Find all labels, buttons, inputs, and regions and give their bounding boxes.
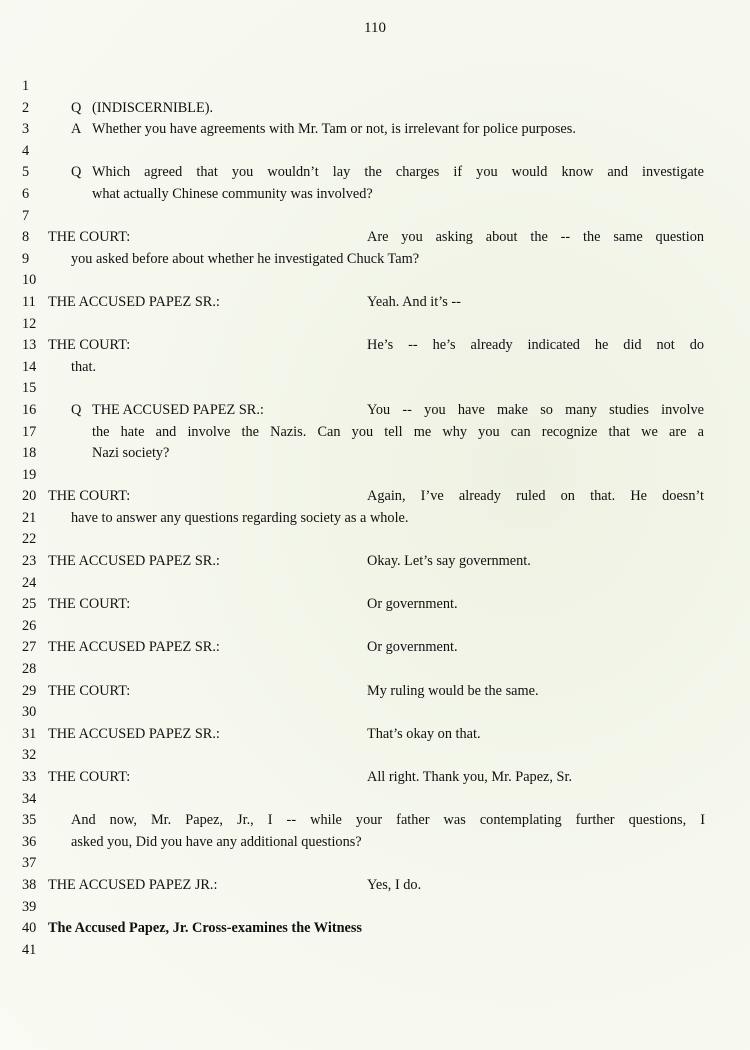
transcript-line [0,637,750,659]
section-heading: The Accused Papez, Jr. Cross-examines the Witness [48,920,363,937]
transcript-line [0,659,750,681]
line-number: 16 [22,401,37,418]
line-number: 27 [22,639,37,656]
line-number: 29 [22,682,37,699]
transcript-line [0,745,750,767]
line-number: 18 [22,445,37,462]
line-number: 4 [22,142,30,159]
line-text: Nazi society? [92,445,170,462]
answer-marker: A [71,121,82,138]
transcript-line [0,875,750,897]
question-marker: Q [71,401,82,418]
line-number: 37 [22,855,37,872]
transcript-line [0,465,750,487]
transcript-line [0,767,750,789]
line-number: 6 [22,185,30,202]
line-number: 25 [22,596,37,613]
speaker-label: THE COURT: [48,596,131,613]
transcript-line [0,594,750,616]
line-number: 10 [22,272,37,289]
transcript-line [0,378,750,400]
speaker-label: THE ACCUSED PAPEZ SR.: [48,639,220,656]
speaker-label: THE COURT: [48,337,131,354]
line-number: 5 [22,164,30,181]
line-text: Okay. Let’s say government. [367,553,531,570]
transcript-line [0,508,750,530]
line-number: 36 [22,833,37,850]
line-text: That’s okay on that. [367,725,481,742]
line-text: (INDISCERNIBLE). [92,99,214,116]
line-number: 40 [22,920,37,937]
transcript-line [0,551,750,573]
line-number: 26 [22,617,37,634]
transcript-line [0,832,750,854]
line-number: 41 [22,941,37,958]
line-number: 28 [22,661,37,678]
question-marker: Q [71,99,82,116]
transcript-line [0,681,750,703]
line-number: 20 [22,488,37,505]
line-number: 23 [22,553,37,570]
transcript-line [0,141,750,163]
line-number: 32 [22,747,37,764]
line-number: 3 [22,121,30,138]
page-number: 110 [364,20,386,36]
line-number: 9 [22,250,30,267]
transcript-line [0,529,750,551]
transcript-line [0,227,750,249]
speaker-label: THE ACCUSED PAPEZ SR.: [48,553,220,570]
transcript-line [0,314,750,336]
line-text: Whether you have agreements with Mr. Tam or not, is irrelevant for police purposes. [92,121,576,138]
line-text: All right. Thank you, Mr. Papez, Sr. [367,769,573,785]
line-text: You -- you have make so many studies involve [367,401,704,418]
line-number: 17 [22,423,37,440]
line-text: Again, I’ve already ruled on that. He doesn’t [367,488,704,505]
question-marker: Q [71,164,82,181]
transcript-line [0,422,750,444]
line-text: you asked before about whether he investigated Chuck Tam? [71,250,420,267]
speaker-label: THE COURT: [48,229,131,246]
line-number: 2 [22,99,30,116]
transcript-line [0,443,750,465]
speaker-label: THE ACCUSED PAPEZ SR.: [92,401,264,418]
line-number: 15 [22,380,37,397]
line-number: 24 [22,574,37,591]
transcript-line [0,810,750,832]
transcript-line [0,292,750,314]
transcript-line [0,940,750,962]
transcript-line [0,249,750,271]
line-text: what actually Chinese community was involved? [92,185,373,202]
line-number: 39 [22,898,37,915]
line-number: 12 [22,315,37,332]
transcript-line [0,184,750,206]
line-number: 33 [22,769,37,785]
speaker-label: THE ACCUSED PAPEZ SR.: [48,725,220,742]
transcript-line [0,162,750,184]
line-text: Or government. [367,639,458,656]
transcript-line [0,357,750,379]
line-number: 30 [22,704,37,721]
line-text: have to answer any questions regarding society as a whole. [71,509,409,526]
transcript-lines [0,76,750,961]
line-text: Or government. [367,596,458,613]
line-number: 34 [22,790,37,807]
transcript-line [0,335,750,357]
line-number: 22 [22,531,37,548]
line-number: 1 [22,78,30,94]
line-number: 11 [22,293,36,310]
transcript-line [0,616,750,638]
transcript-line [0,486,750,508]
line-text: My ruling would be the same. [367,682,539,699]
line-number: 35 [22,812,37,829]
line-number: 8 [22,229,30,246]
line-text: And now, Mr. Papez, Jr., I -- while your father was contemplating further questions, I [71,812,705,829]
transcript-line [0,76,750,98]
line-text: Which agreed that you wouldn’t lay the charges if you would know and investigate [92,164,704,181]
transcript-line [0,119,750,141]
line-text: the hate and involve the Nazis. Can you tell me why you can recognize that we are a [92,423,704,440]
line-number: 13 [22,337,37,354]
line-number: 38 [22,876,37,893]
speaker-label: THE COURT: [48,769,131,785]
line-number: 19 [22,466,37,483]
speaker-label: THE ACCUSED PAPEZ SR.: [48,293,220,310]
transcript-line [0,206,750,228]
transcript-line [0,573,750,595]
transcript-line [0,702,750,724]
speaker-label: THE COURT: [48,682,131,699]
speaker-label: THE COURT: [48,488,131,505]
line-text: Yeah. And it’s -- [367,293,461,310]
line-text: that. [71,358,97,375]
transcript-line [0,897,750,919]
transcript-line [0,400,750,422]
line-text: Are you asking about the -- the same question [367,229,704,246]
transcript-line [0,724,750,746]
transcript-line [0,853,750,875]
transcript-line [0,270,750,292]
speaker-label: THE ACCUSED PAPEZ JR.: [48,876,218,893]
transcript-line [0,789,750,811]
line-text: Yes, I do. [367,876,422,893]
line-number: 14 [22,358,37,375]
transcript-line [0,98,750,120]
line-number: 21 [22,509,37,526]
line-text: He’s -- he’s already indicated he did not do [367,337,704,354]
line-number: 31 [22,725,37,742]
line-text: asked you, Did you have any additional questions? [71,833,362,850]
transcript-line [0,918,750,940]
line-number: 7 [22,207,30,224]
